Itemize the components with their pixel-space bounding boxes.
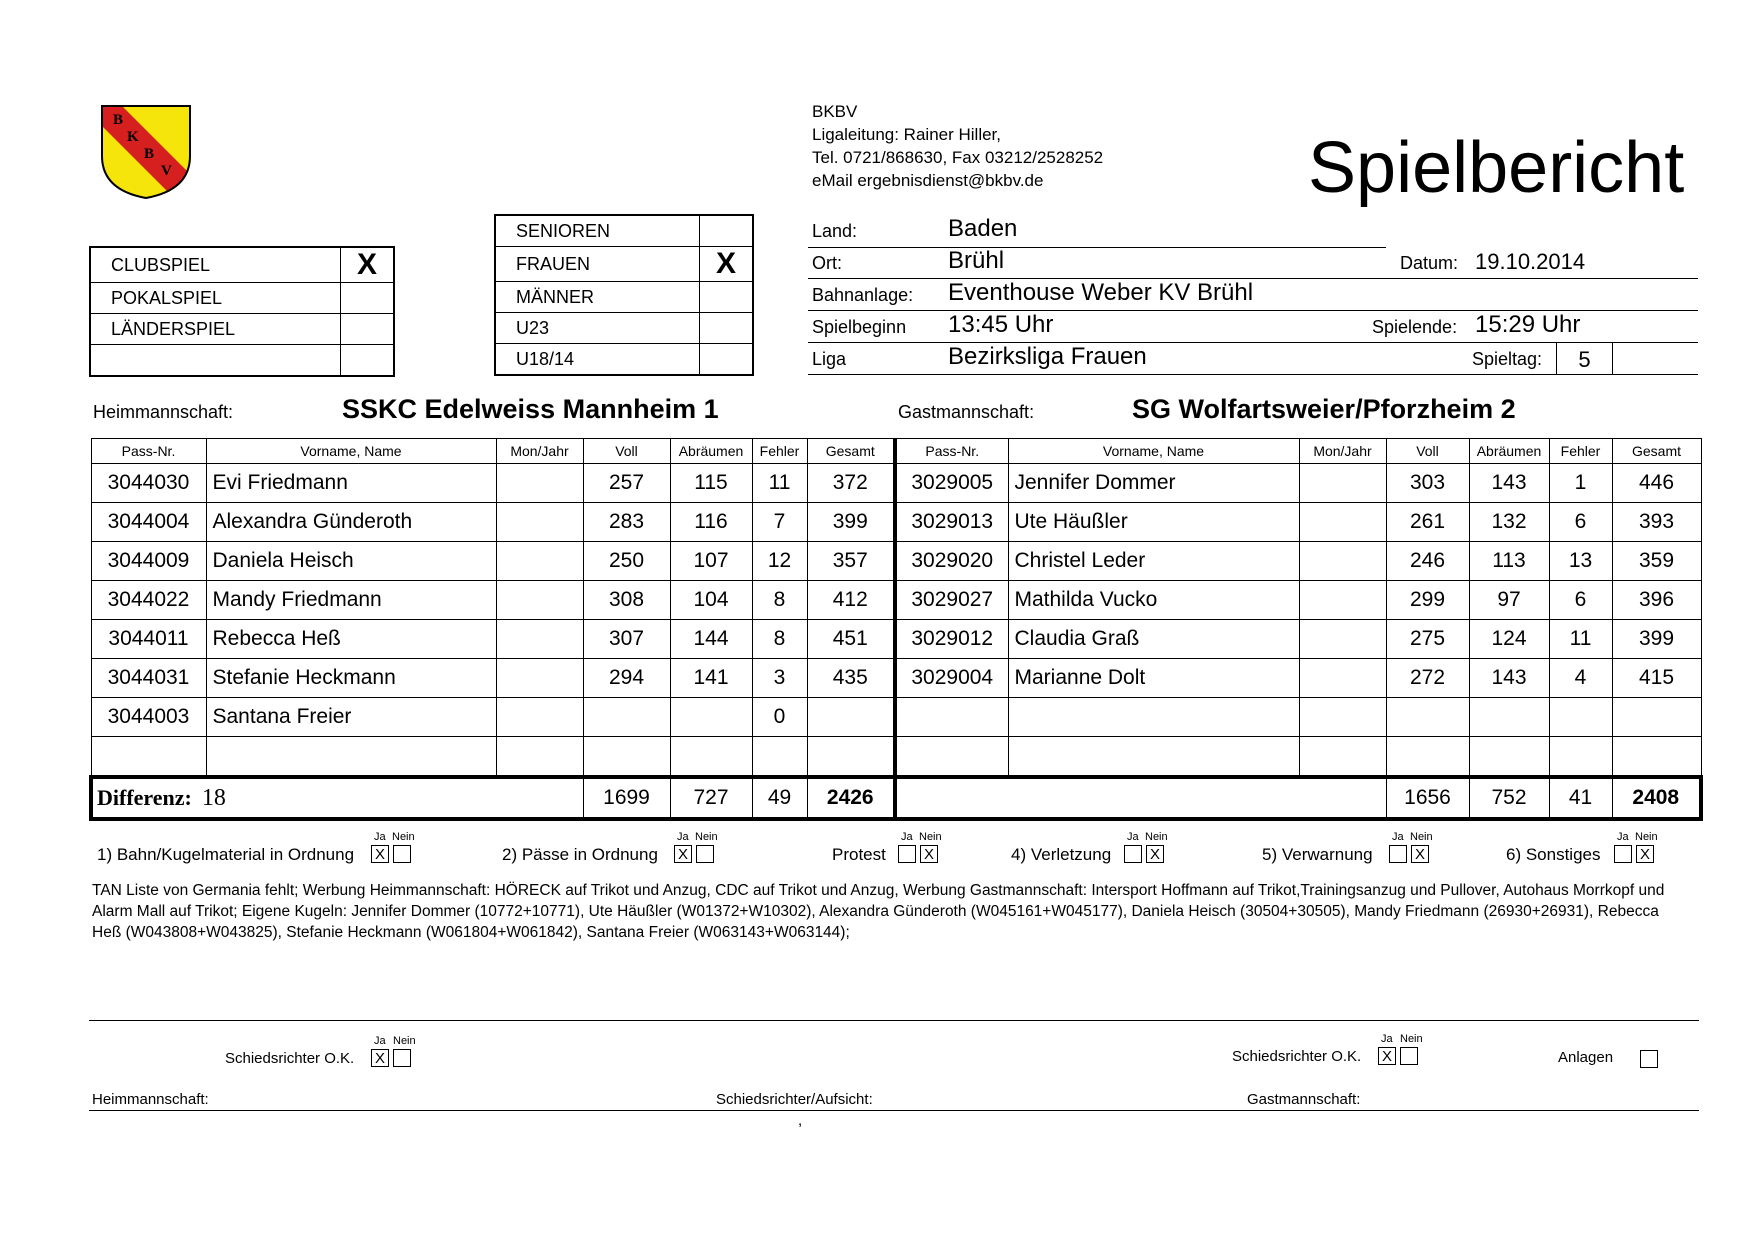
guest-team-name: SG Wolfartsweier/Pforzheim 2 [1132, 394, 1516, 424]
land-label: Land: [812, 221, 858, 241]
home-mon-jahr [496, 737, 583, 778]
referee-ok-home [225, 1035, 425, 1075]
totals-row [91, 777, 1701, 819]
ja-label: Ja [1392, 831, 1404, 843]
home-fehler: 8 [752, 581, 807, 620]
home-team-label: Heimmannschaft: [93, 402, 234, 422]
ja-label: Ja [374, 831, 386, 843]
signature-line [89, 1110, 1699, 1111]
guest-fehler [1549, 737, 1612, 778]
home-gesamt: 372 [807, 464, 895, 503]
guest-gesamt [1612, 698, 1701, 737]
checkbox-ja[interactable]: X [371, 845, 389, 863]
differenz-value: 18 [201, 784, 226, 811]
info-row-spielbeginn [808, 310, 1698, 343]
guest-abraeumen: 113 [1469, 542, 1549, 581]
guest-abraeumen: 143 [1469, 659, 1549, 698]
guest-abraeumen: 124 [1469, 620, 1549, 659]
home-mon-jahr [496, 659, 583, 698]
home-gesamt: 357 [807, 542, 895, 581]
datum-value: 19.10.2014 [1475, 249, 1586, 274]
spielende-label: Spielende: [1372, 317, 1458, 337]
guest-abraeumen: 143 [1469, 464, 1549, 503]
game-type-box [89, 246, 395, 377]
guest-fehler: 6 [1549, 503, 1612, 542]
home-total-voll: 1699 [583, 777, 670, 819]
logo-letter-4: V [161, 163, 172, 179]
guest-mon-jahr [1299, 737, 1386, 778]
guest-player-name: Marianne Dolt [1008, 659, 1299, 698]
home-pass-nr: 3044030 [91, 464, 206, 503]
home-abraeumen [670, 698, 752, 737]
home-total-gesamt: 2426 [807, 777, 895, 819]
guest-player-name [1008, 698, 1299, 737]
home-pass-nr: 3044031 [91, 659, 206, 698]
game-type-label: POKALSPIEL [90, 283, 341, 314]
category-mark [700, 313, 754, 344]
contact-phone: Tel. 0721/868630, Fax 03212/2528252 [812, 148, 1104, 167]
guest-pass-nr [895, 698, 1008, 737]
checkbox-ja[interactable] [1389, 845, 1407, 863]
game-type-label [90, 345, 341, 377]
home-player-name: Santana Freier [206, 698, 496, 737]
home-voll: 283 [583, 503, 670, 542]
column-header: Vorname, Name [1008, 439, 1299, 464]
differenz-label: Differenz: [97, 784, 192, 810]
nein-label: Nein [1400, 1033, 1423, 1045]
ja-label: Ja [1127, 831, 1139, 843]
logo-letter-2: K [127, 129, 139, 145]
spielende-value: 15:29 Uhr [1475, 311, 1581, 338]
guest-total-voll: 1656 [1386, 777, 1469, 819]
info-row-land [808, 214, 1698, 246]
home-mon-jahr [496, 464, 583, 503]
home-mon-jahr [496, 503, 583, 542]
home-player-name: Evi Friedmann [206, 464, 496, 503]
home-player-name: Rebecca Heß [206, 620, 496, 659]
check-label: 4) Verletzung [1011, 845, 1112, 864]
table-row [91, 620, 1701, 659]
guest-player-name: Christel Leder [1008, 542, 1299, 581]
column-header: Voll [583, 439, 670, 464]
table-row [91, 581, 1701, 620]
guest-gesamt: 446 [1612, 464, 1701, 503]
home-pass-nr: 3044003 [91, 698, 206, 737]
guest-mon-jahr [1299, 464, 1386, 503]
guest-voll: 246 [1386, 542, 1469, 581]
guest-gesamt: 359 [1612, 542, 1701, 581]
spieltag-value: 5 [1556, 342, 1613, 374]
guest-voll: 275 [1386, 620, 1469, 659]
bkbv-logo [100, 104, 192, 200]
home-abraeumen: 116 [670, 503, 752, 542]
divider-line [89, 1020, 1699, 1021]
guest-player-name: Ute Häußler [1008, 503, 1299, 542]
home-mon-jahr [496, 620, 583, 659]
ja-label: Ja [1617, 831, 1629, 843]
column-header: Pass-Nr. [895, 439, 1008, 464]
logo-letter-1: B [113, 112, 124, 128]
ort-value: Brühl [948, 247, 1005, 274]
home-fehler: 3 [752, 659, 807, 698]
header-info [812, 100, 1103, 192]
check-item [1011, 831, 1168, 867]
column-header: Abräumen [670, 439, 752, 464]
home-pass-nr: 3044009 [91, 542, 206, 581]
column-header: Voll [1386, 439, 1469, 464]
liga-value: Bezirksliga Frauen [948, 343, 1147, 370]
column-header: Mon/Jahr [1299, 439, 1386, 464]
home-voll: 257 [583, 464, 670, 503]
check-item [1506, 831, 1658, 867]
guest-total-abraeumen: 752 [1469, 777, 1549, 819]
home-fehler: 7 [752, 503, 807, 542]
checkbox-ja[interactable]: X [674, 845, 692, 863]
check-label: 5) Verwarnung [1262, 845, 1373, 864]
home-abraeumen: 107 [670, 542, 752, 581]
guest-mon-jahr [1299, 542, 1386, 581]
info-row-ort [808, 246, 1698, 279]
column-header: Vorname, Name [206, 439, 496, 464]
home-voll: 250 [583, 542, 670, 581]
check-item [1262, 831, 1433, 867]
guest-fehler: 4 [1549, 659, 1612, 698]
home-pass-nr: 3044022 [91, 581, 206, 620]
guest-voll: 303 [1386, 464, 1469, 503]
guest-player-name: Claudia Graß [1008, 620, 1299, 659]
game-type-mark [341, 283, 395, 314]
home-mon-jahr [496, 698, 583, 737]
guest-player-name: Jennifer Dommer [1008, 464, 1299, 503]
column-header: Pass-Nr. [91, 439, 206, 464]
checkbox-ja[interactable]: X [371, 1049, 389, 1067]
check-label: 2) Pässe in Ordnung [502, 845, 658, 864]
signature-referee-label: Schiedsrichter/Aufsicht: [716, 1091, 873, 1108]
home-abraeumen: 104 [670, 581, 752, 620]
guest-pass-nr: 3029005 [895, 464, 1008, 503]
guest-voll: 261 [1386, 503, 1469, 542]
table-row [91, 737, 1701, 778]
category-label: MÄNNER [495, 282, 700, 313]
home-voll [583, 698, 670, 737]
home-gesamt: 451 [807, 620, 895, 659]
check-label: 6) Sonstiges [1506, 845, 1601, 864]
anlagen-checkbox[interactable] [1640, 1050, 1658, 1068]
home-pass-nr [91, 737, 206, 778]
table-row [91, 542, 1701, 581]
referee-ok-label: Schiedsrichter O.K. [1232, 1048, 1362, 1065]
check-label: 1) Bahn/Kugelmaterial in Ordnung [97, 845, 355, 864]
check-item [502, 831, 718, 867]
home-abraeumen [670, 737, 752, 778]
score-header-row [91, 439, 1701, 464]
spieltag-label: Spieltag: [1472, 349, 1543, 369]
check-item [97, 831, 415, 867]
guest-pass-nr: 3029012 [895, 620, 1008, 659]
home-fehler: 11 [752, 464, 807, 503]
guest-mon-jahr [1299, 698, 1386, 737]
guest-total-spacer [895, 777, 1386, 819]
checkbox-nein[interactable] [393, 1049, 411, 1067]
spielbeginn-value: 13:45 Uhr [948, 311, 1054, 338]
home-pass-nr: 3044011 [91, 620, 206, 659]
home-player-name: Alexandra Günderoth [206, 503, 496, 542]
category-mark [700, 344, 754, 376]
bahnanlage-label: Bahnanlage: [812, 285, 914, 305]
checkbox-ja[interactable] [898, 845, 916, 863]
home-fehler [752, 737, 807, 778]
guest-voll [1386, 698, 1469, 737]
game-type-mark: X [341, 247, 395, 283]
home-total-fehler: 49 [752, 777, 807, 819]
land-value: Baden [948, 215, 1018, 242]
ja-label: Ja [374, 1035, 386, 1047]
home-player-name: Daniela Heisch [206, 542, 496, 581]
home-team-name: SSKC Edelweiss Mannheim 1 [342, 394, 719, 424]
column-header: Abräumen [1469, 439, 1549, 464]
guest-player-name: Mathilda Vucko [1008, 581, 1299, 620]
org-name: BKBV [812, 102, 858, 121]
guest-voll [1386, 737, 1469, 778]
guest-pass-nr: 3029027 [895, 581, 1008, 620]
nein-label: Nein [392, 831, 415, 843]
check-label: Protest [832, 845, 886, 864]
home-player-name [206, 737, 496, 778]
ort-label: Ort: [812, 253, 842, 273]
column-header: Gesamt [807, 439, 895, 464]
anlagen-field [1558, 1048, 1668, 1072]
contact-email: eMail ergebnisdienst@bkbv.de [812, 171, 1044, 190]
bahnanlage-value: Eventhouse Weber KV Brühl [948, 279, 1254, 306]
guest-total-gesamt: 2408 [1612, 777, 1701, 819]
column-header: Gesamt [1612, 439, 1701, 464]
home-gesamt: 412 [807, 581, 895, 620]
column-header: Fehler [752, 439, 807, 464]
nein-label: Nein [393, 1035, 416, 1047]
table-row [91, 659, 1701, 698]
score-table [89, 438, 1703, 821]
guest-gesamt: 393 [1612, 503, 1701, 542]
guest-gesamt [1612, 737, 1701, 778]
home-mon-jahr [496, 581, 583, 620]
column-header: Mon/Jahr [496, 439, 583, 464]
guest-mon-jahr [1299, 659, 1386, 698]
table-row [91, 698, 1701, 737]
guest-gesamt: 415 [1612, 659, 1701, 698]
liga-label: Liga [812, 349, 847, 369]
home-gesamt [807, 698, 895, 737]
home-voll: 307 [583, 620, 670, 659]
guest-voll: 272 [1386, 659, 1469, 698]
guest-abraeumen: 97 [1469, 581, 1549, 620]
home-voll: 308 [583, 581, 670, 620]
checkbox-nein[interactable] [393, 845, 411, 863]
checkbox-nein[interactable] [1400, 1047, 1418, 1065]
nein-label: Nein [695, 831, 718, 843]
category-label: U18/14 [495, 344, 700, 376]
guest-abraeumen: 132 [1469, 503, 1549, 542]
ja-label: Ja [1381, 1033, 1393, 1045]
referee-ok-label: Schiedsrichter O.K. [225, 1050, 355, 1067]
guest-voll: 299 [1386, 581, 1469, 620]
guest-fehler: 13 [1549, 542, 1612, 581]
guest-gesamt: 396 [1612, 581, 1701, 620]
home-voll [583, 737, 670, 778]
game-type-mark [341, 314, 395, 345]
table-row [91, 464, 1701, 503]
spielbeginn-label: Spielbeginn [812, 317, 907, 337]
home-voll: 294 [583, 659, 670, 698]
nein-label: Nein [1145, 831, 1168, 843]
home-total-abraeumen: 727 [670, 777, 752, 819]
checkbox-nein[interactable] [696, 845, 714, 863]
game-type-mark [341, 345, 395, 377]
differenz-cell [91, 777, 583, 819]
signature-home-label: Heimmannschaft: [92, 1091, 209, 1108]
game-type-label: LÄNDERSPIEL [90, 314, 341, 345]
game-type-label: CLUBSPIEL [90, 247, 341, 283]
checkbox-ja[interactable] [1124, 845, 1142, 863]
home-gesamt: 435 [807, 659, 895, 698]
guest-fehler [1549, 698, 1612, 737]
guest-pass-nr: 3029020 [895, 542, 1008, 581]
nein-label: Nein [1410, 831, 1433, 843]
home-player-name: Mandy Friedmann [206, 581, 496, 620]
home-gesamt: 399 [807, 503, 895, 542]
page-title: Spielbericht [1308, 128, 1685, 208]
guest-total-fehler: 41 [1549, 777, 1612, 819]
category-label: SENIOREN [495, 215, 700, 247]
home-fehler: 0 [752, 698, 807, 737]
nein-label: Nein [1635, 831, 1658, 843]
guest-fehler: 11 [1549, 620, 1612, 659]
home-pass-nr: 3044004 [91, 503, 206, 542]
anlagen-label: Anlagen [1558, 1049, 1614, 1066]
info-row-liga [808, 342, 1698, 375]
guest-pass-nr [895, 737, 1008, 778]
home-abraeumen: 141 [670, 659, 752, 698]
category-label: U23 [495, 313, 700, 344]
nein-label: Nein [919, 831, 942, 843]
check-item [832, 831, 942, 867]
referee-ok-guest [1232, 1033, 1432, 1073]
column-header: Fehler [1549, 439, 1612, 464]
guest-pass-nr: 3029013 [895, 503, 1008, 542]
guest-fehler: 6 [1549, 581, 1612, 620]
guest-pass-nr: 3029004 [895, 659, 1008, 698]
remarks: TAN Liste von Germania fehlt; Werbung Heimmannschaft: HÖRECK auf Trikot und Anzug, CDC auf Trikot und Anzug, Werbung Gastmannschaft: Intersport Hoffmann auf Trikot,Trainingsanzug und Pullover, Autohaus Morrkopf und Alarm Mall auf Trikot; Eigene Kugeln: Jennifer Dommer (10772+10771), Ute Häußler (W01372+W10302), Alexandra Günderoth (W045161+W045177), Daniela Heisch (30504+30505), Mandy Friedmann (26930+26931), Rebecca Heß (W043808+W043825), Stefanie Heckmann (W061804+W061842), Santana Freier (W063143+W063144); [92, 882, 1665, 941]
home-fehler: 8 [752, 620, 807, 659]
category-mark [700, 215, 754, 247]
signature-guest-label: Gastmannschaft: [1247, 1091, 1361, 1108]
guest-team-label: Gastmannschaft: [898, 402, 1035, 422]
guest-abraeumen [1469, 737, 1549, 778]
guest-mon-jahr [1299, 620, 1386, 659]
checkbox-nein[interactable]: X [1411, 845, 1429, 863]
checkbox-nein[interactable]: X [920, 845, 938, 863]
datum-label: Datum: [1400, 253, 1459, 273]
guest-fehler: 1 [1549, 464, 1612, 503]
home-abraeumen: 144 [670, 620, 752, 659]
info-row-bahnanlage [808, 278, 1698, 311]
checkbox-ja[interactable]: X [1378, 1047, 1396, 1065]
home-player-name: Stefanie Heckmann [206, 659, 496, 698]
guest-mon-jahr [1299, 581, 1386, 620]
category-mark: X [700, 247, 754, 282]
home-fehler: 12 [752, 542, 807, 581]
checkbox-nein[interactable]: X [1146, 845, 1164, 863]
checkbox-nein[interactable]: X [1636, 845, 1654, 863]
home-abraeumen: 115 [670, 464, 752, 503]
guest-player-name [1008, 737, 1299, 778]
league-lead: Ligaleitung: Rainer Hiller, [812, 125, 1001, 144]
category-box [494, 214, 754, 376]
category-label: FRAUEN [495, 247, 700, 282]
home-gesamt [807, 737, 895, 778]
table-row [91, 503, 1701, 542]
checkbox-ja[interactable] [1614, 845, 1632, 863]
category-mark [700, 282, 754, 313]
footer-mark: , [798, 1112, 803, 1129]
logo-letter-3: B [144, 146, 155, 162]
ja-label: Ja [901, 831, 913, 843]
guest-abraeumen [1469, 698, 1549, 737]
guest-mon-jahr [1299, 503, 1386, 542]
guest-gesamt: 399 [1612, 620, 1701, 659]
ja-label: Ja [677, 831, 689, 843]
home-mon-jahr [496, 542, 583, 581]
